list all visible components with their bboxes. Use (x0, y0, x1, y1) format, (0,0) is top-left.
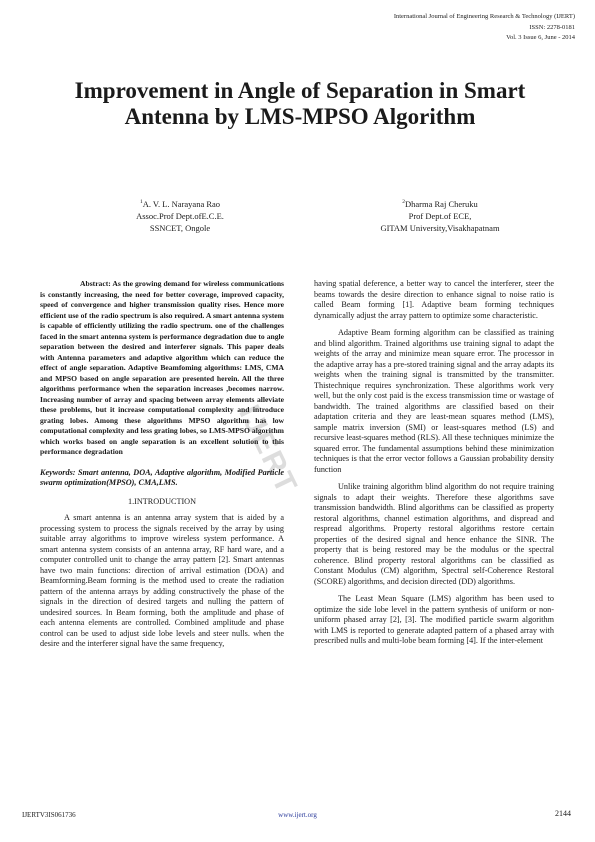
ijert-watermark: IJERT (232, 400, 304, 500)
body-paragraph: Adaptive Beam forming algorithm can be classified as training and blind algorithm. Trained algorithms use training signal to adapt the weights of the array and minimize mean square error. The processor in the adaptive array has a pre-stored training signal and the array adapts its weights when the training signal is transmitted by the transmitter. Thistechnique requires synchronization. These algorithms work very well, but the only cost paid is the excess transmission time or wastage of bandwidth. The trained algorithms are classified based on their adaptation criteria and they are least-mean squares method (LMS), sample matrix inversion (SMI) or least-squares method (LS) and recursive least-squares method (RLS). All these techniques minimize the squared error. The fundamental assumptions behind these minimization techniques is that the error vector follows a Gaussian probability density function (314, 328, 554, 474)
right-column (314, 279, 554, 654)
page-number: 2144 (555, 809, 571, 818)
author-2-superscript: 2 (402, 199, 406, 206)
footer-website-link[interactable]: www.ijert.org (278, 811, 317, 819)
section-heading-introduction: 1.INTRODUCTION (128, 496, 196, 506)
body-paragraph: having spatial deference, a better way to cancel the interferer, steer the beams towards the desire direction to enhance signal to noise ratio is called Beam forming [1]. Adaptive beam forming techniques dynamically adjust the array pattern to optimize some characteristic. (314, 279, 554, 320)
intro-paragraph: A smart antenna is an antenna array system that is aided by a processing system to process the signals received by the array by using suitable array algorithms to improve wireless system performance. A smart antenna system consists of an antenna array, RF hard ware, and a computer controlled unit to change the array pattern [2]. Smart antennas have two main functions: direction of arrival estimation (DOA) and Beamforming.Beam forming is the method used to create the radiation pattern of the antenna arrays by adding constructively the phase of the signals in the direction of desired targets and nulling the pattern of undesired sources. In Beam forming, both the amplitude and phase of each antenna elements are controlled. Combined amplitude and phase control can be used to adjust side lobe levels and steer nulls. when the desire and the interferer signal have the same frequency, (40, 513, 284, 648)
left-column (40, 279, 284, 657)
footer-paper-id: IJERTV3IS061736 (22, 811, 76, 819)
volume-issue: Vol. 3 Issue 6, June - 2014 (506, 34, 575, 41)
issn: ISSN: 2278-0181 (529, 23, 575, 31)
author-2 (350, 198, 530, 234)
author-1 (100, 198, 260, 234)
journal-name: International Journal of Engineering Research & Technology (IJERT) (393, 13, 575, 20)
author-1-name: A. V. L. Narayana Rao (142, 199, 221, 209)
abstract: Abstract: As the growing demand for wireless communications is constantly increasing, the need for better coverage, improved capacity, speed of convergence and higher transmission quality rises. Hence more efficient use of the radio spectrum is also required. A smart antenna system is capable of efficiently utilizing the radio spectrum. one of the challenges faced in the smart antenna system is performance degradation due to angle separation between the desired and interferer signals. This paper deals with Antenna parameters and adaptive algorithm which can reduce the effect of angle separation. Adaptive Beamfoming algorithms: LMS, CMA and MPSO based on angle separation are presented herein. All the three algorithms performance when the separation increases ,becomes narrow. Increasing number of array and spacing between array elements alleviate these problems, but it increase computational complexity and introduce grating lobes. Among these algorithms MPSO algorithm has low computational complexity and less grating lobes, so LMS-MPSO algorithm which works based on angle separation is an excellent solution to this performance degradation (40, 279, 284, 456)
journal-header (394, 12, 575, 44)
author-2-affiliation: GITAM University,Visakhapatnam (380, 223, 500, 233)
author-2-name: Dharma Raj Cheruku (405, 199, 478, 209)
author-1-affiliation: SSNCET, Ongole (149, 223, 211, 233)
body-paragraph: The Least Mean Square (LMS) algorithm has been used to optimize the side lobe level in the pattern synthesis of uniform or non-uniform phased array [2], [3]. The modified particle swarm algorithm with LMS is reported to generate adapted pattern of a phased array with prescribed nulls and multi-lobe beam forming [4]. If the inter-element (314, 594, 554, 645)
author-2-position: Prof Dept.of ECE, (408, 211, 472, 221)
keywords: Keywords: Smart antenna, DOA, Adaptive algorithm, Modified Particle swarm optimization(MPSO), CMA,LMS. (40, 467, 284, 487)
paper-title: Improvement in Angle of Separation in Smart Antenna by LMS-MPSO Algorithm (74, 78, 526, 129)
author-1-superscript: 1 (139, 199, 143, 206)
body-paragraph: Unlike training algorithm blind algorithm do not require training signals to adapt their weights. Therefore these algorithms save transmission bandwidth. Blind algorithms can be classified as property restoral algorithms, channel estimation algorithms, and dispread and respread algorithms. Property restoral algorithms restore certain properties of the desired signal and hence enhance the SINR. The property that is being restored may be the modulus or the spectral coherence. Blind property restoral algorithms can be classified as Constant Modulus (CM) algorithm, Spectral self-Coherence Restoral (SCORE) algorithms, and decision directed (DD) algorithms. (314, 482, 554, 586)
author-1-position: Assoc.Prof Dept.ofE.C.E. (136, 211, 224, 221)
